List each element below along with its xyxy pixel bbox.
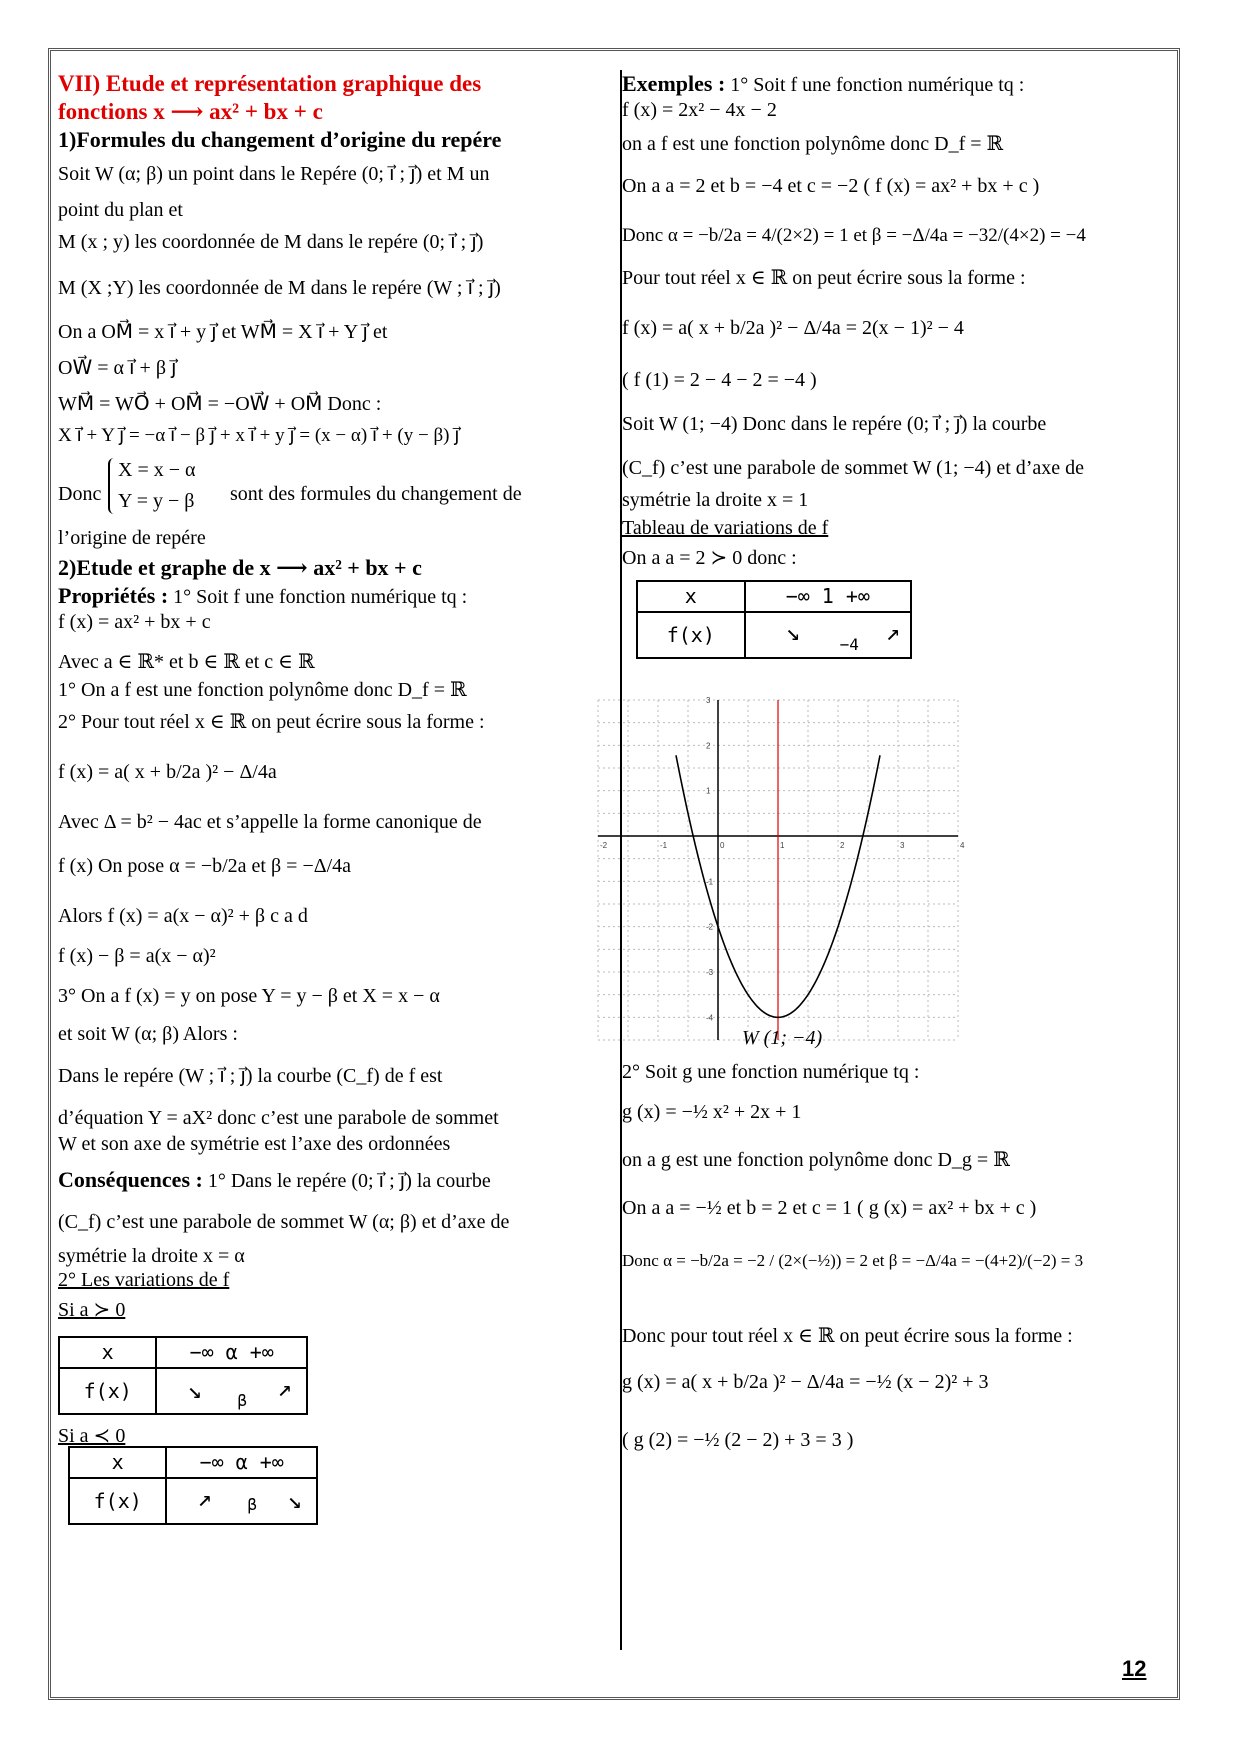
table-header-x: x [637,581,745,612]
text-line: on a g est une fonction polynôme donc D_g = ℝ [622,1149,1010,1171]
variation-table-a-negative [68,1446,318,1525]
formula-line: f (x) = ax² + bx + c [58,611,211,633]
formula-line: X i⃗ + Y j⃗ = −α i⃗ − β j⃗ + x i⃗ + y j⃗ = (x − α) i⃗ + (y − β) j⃗ [58,425,460,446]
text-line: sont des formules du changement de [230,483,522,505]
formula-line: ( g (2) = −½ (2 − 2) + 3 = 3 ) [622,1429,854,1451]
text-line: (C_f) c’est une parabole de sommet W (1; −4) et d’axe de [622,457,1085,479]
table-variation-cell [156,1368,307,1414]
text-line: M (x ; y) les coordonnée de M dans le repére (0; i⃗ ; j⃗) [58,231,484,253]
consequences-line [58,1166,491,1194]
text-line: 1° On a f est une fonction polynôme donc D_f = ℝ [58,679,467,701]
x-tick-label: 2 [840,841,845,850]
min-value: −4 [839,635,859,654]
text-line: et soit W (α; β) Alors : [58,1023,238,1045]
donc-label: Donc [58,483,102,505]
min-value: β [237,1391,248,1410]
formula-line: g (x) = a( x + b/2a )² − Δ/4a = −½ (x − 2)² + 3 [622,1371,989,1393]
x-tick-label: 1 [780,841,785,850]
x-tick-label: -2 [600,841,608,850]
formula-line: f (x) = a( x + b/2a )² − Δ/4a [58,761,277,783]
x-tick-label: 3 [900,841,905,850]
text-line: On a a = 2 et b = −4 et c = −2 ( f (x) = ax² + bx + c ) [622,175,1040,197]
text-line: symétrie la droite x = 1 [622,489,809,511]
y-tick-label: 1 [706,786,711,796]
table-header-range: −∞ α +∞ [156,1337,307,1368]
examples-line [622,70,1024,98]
table-header-x: x [59,1337,156,1368]
table-header-x: x [69,1447,166,1478]
formula-line: f (x) − β = a(x − α)² [58,945,216,967]
examples-text: 1° Soit f une fonction numérique tq : [725,74,1025,96]
section-title-2: fonctions x ⟶ ax² + bx + c [58,99,323,124]
table-header-range: −∞ 1 +∞ [745,581,911,612]
page-number: 12 [1122,1656,1147,1681]
variation-table-example [636,580,912,659]
text-line: Soit W (α; β) un point dans le Repére (0; i⃗ ; j⃗) et M un [58,163,490,185]
subsection-2-title: 2)Etude et graphe de x ⟶ ax² + bx + c [58,555,422,580]
section-title: VII) Etude et représentation graphique des [58,71,482,96]
properties-label: Propriétés : [58,583,169,608]
formula-line: ( f (1) = 2 − 4 − 2 = −4 ) [622,369,817,391]
x-tick-label: 4 [960,841,965,850]
y-tick-label: -3 [706,968,714,977]
formula-line: g (x) = −½ x² + 2x + 1 [622,1101,802,1123]
x-tick-label: 0 [720,841,725,850]
max-value: β [247,1495,258,1514]
arrow-down-icon: ↘ [187,1376,202,1404]
text-line: Soit W (1; −4) Donc dans le repére (0; i⃗ ; j⃗) la courbe [622,413,1047,435]
table-header-fx: f(x) [637,612,745,658]
formula-line: f (x) On pose α = −b/2a et β = −Δ/4a [58,855,352,877]
parabola-chart [578,690,978,1060]
formula-line: On a OM⃗ = x i⃗ + y j⃗ et WM⃗ = X i⃗ + Y j⃗ et [58,321,388,343]
properties-text: 1° Soit f une fonction numérique tq : [168,586,468,608]
table-header-fx: f(x) [59,1368,156,1414]
text-line: on a f est une fonction polynôme donc D_f = ℝ [622,133,1004,155]
text-line: Dans le repére (W ; i⃗ ; j⃗) la courbe (C_f) de f est [58,1065,443,1087]
system-brace [108,458,195,514]
text-line: On a a = 2 ≻ 0 donc : [622,547,797,569]
text-line: Avec Δ = b² − 4ac et s’appelle la forme canonique de [58,811,482,833]
text-line: Si a ≺ 0 [58,1425,126,1447]
consequences-text: 1° Dans le repére (0; i⃗ ; j⃗) la courbe [202,1170,491,1192]
consequences-label: Conséquences : [58,1167,203,1192]
vertex-label: W (1; −4) [742,1027,823,1049]
text-line: 2° Soit g une fonction numérique tq : [622,1061,920,1083]
formula-line: Donc α = −b/2a = 4/(2×2) = 1 et β = −Δ/4a = −32/(4×2) = −4 [622,225,1086,246]
system-eq-1: X = x − α [118,459,196,481]
formula-line: f (x) = a( x + b/2a )² − Δ/4a = 2(x − 1)² − 4 [622,317,964,339]
text-line: Donc pour tout réel x ∈ ℝ on peut écrire sous la forme : [622,1325,1073,1347]
arrow-up-icon: ↗ [277,1374,292,1402]
table-variation-cell [166,1478,317,1524]
formula-line: f (x) = 2x² − 4x − 2 [622,99,777,121]
table-variation-cell [745,612,911,658]
table-header-range: −∞ α +∞ [166,1447,317,1478]
formula-line: Donc α = −b/2a = −2 / (2×(−½)) = 2 et β = −Δ/4a = −(4+2)/(−2) = 3 [622,1251,1084,1270]
table-header-fx: f(x) [69,1478,166,1524]
properties-line [58,582,467,610]
text-line: W et son axe de symétrie est l’axe des ordonnées [58,1133,451,1155]
y-tick-label: 2 [706,741,711,751]
text-line: (C_f) c’est une parabole de sommet W (α; β) et d’axe de [58,1211,510,1233]
arrow-down-icon: ↘ [785,618,801,646]
x-tick-label: -1 [660,841,668,850]
text-line: M (X ;Y) les coordonnée de M dans le repére (W ; i⃗ ; j⃗) [58,277,501,299]
chart-axes [598,700,958,1040]
arrow-up-icon: ↗ [885,618,901,646]
formula-line: Alors f (x) = a(x − α)² + β c a d [58,905,308,927]
text-line: Avec a ∈ ℝ* et b ∈ ℝ et c ∈ ℝ [58,651,315,673]
text-line: 3° On a f (x) = y on pose Y = y − β et X = x − α [58,985,440,1007]
formula-line: OW⃗ = α i⃗ + β j⃗ [58,357,177,379]
text-line: symétrie la droite x = α [58,1245,245,1267]
text-line: On a a = −½ et b = 2 et c = 1 ( g (x) = ax² + bx + c ) [622,1197,1037,1219]
system-eq-2: Y = y − β [118,490,195,512]
text-line: Si a ≻ 0 [58,1299,126,1321]
arrow-up-icon: ↗ [197,1484,212,1512]
text-line: d’équation Y = aX² donc c’est une parabole de sommet [58,1107,499,1129]
y-tick-label: -1 [706,877,714,887]
arrow-down-icon: ↘ [287,1486,302,1514]
text-line: point du plan et [58,199,183,221]
y-tick-label: -4 [706,1013,714,1023]
y-tick-label: 3 [706,696,711,705]
variation-table-a-positive [58,1336,308,1415]
text-line: Pour tout réel x ∈ ℝ on peut écrire sous la forme : [622,267,1026,289]
text-line: 2° Pour tout réel x ∈ ℝ on peut écrire sous la forme : [58,711,485,733]
subsection-1-title: 1)Formules du changement d’origine du repére [58,127,502,152]
examples-label: Exemples : [622,71,726,96]
y-tick-label: -2 [706,922,714,932]
formula-line: WM⃗ = WO⃗ + OM⃗ = −OW⃗ + OM⃗ Donc : [58,393,382,415]
text-line: Tableau de variations de f [622,517,829,539]
text-line: 2° Les variations de f [58,1269,230,1291]
text-line: l’origine de repére [58,527,206,549]
